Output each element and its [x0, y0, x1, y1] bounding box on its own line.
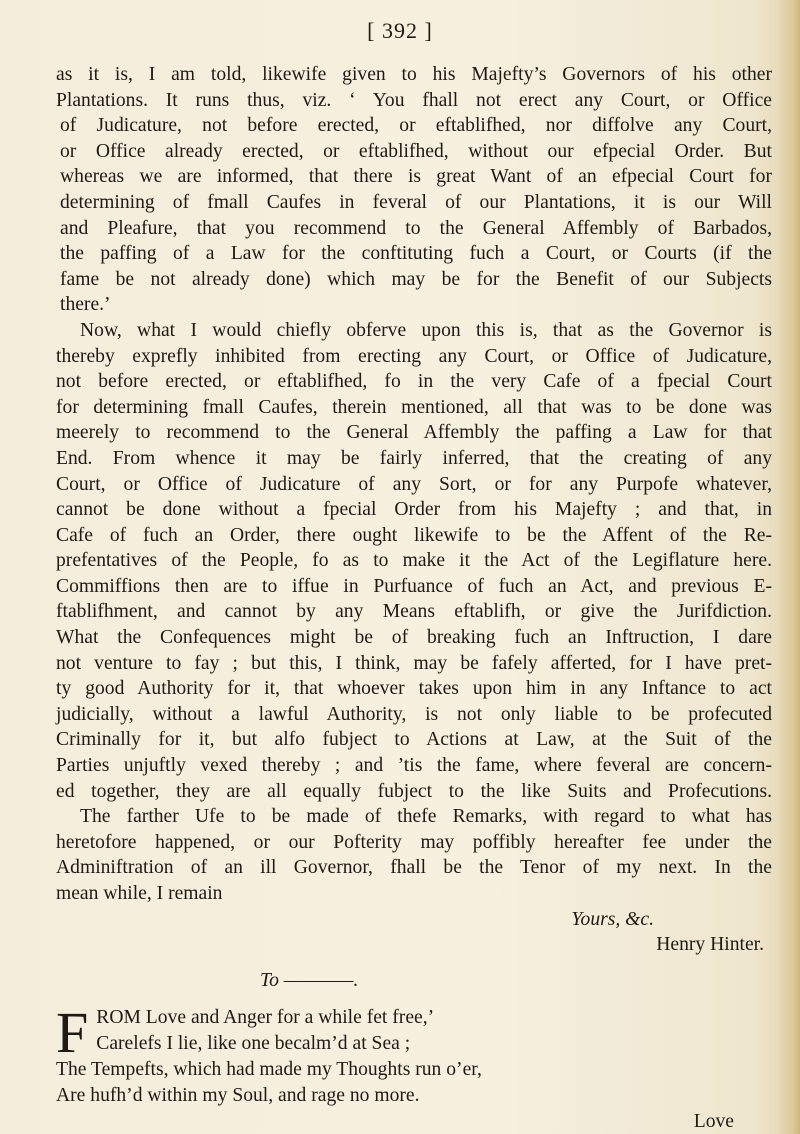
poem-line: Carelefs I lie, like one becalm’d at Sea ; — [96, 1032, 411, 1054]
page-number: [ 392 ] — [367, 18, 433, 43]
drop-cap: F — [56, 1000, 89, 1066]
address-heading: To ————. — [260, 969, 359, 991]
text-line: What the Confequences might be of breaking fuch an Inftruction, I dare — [56, 627, 772, 649]
text-line: not venture to fay ; but this, I think, may be fafely afferted, for I have pret- — [56, 652, 772, 674]
text-line: mean while, I remain — [56, 883, 223, 904]
text-line: Criminally for it, but alfo fubject to Actions at Law, at the Suit of the — [56, 729, 772, 751]
poem-line: ROM Love and Anger for a while fet free,’ — [96, 1007, 435, 1029]
poem — [56, 1000, 772, 1108]
text-line: The farther Ufe to be made of thefe Remarks, with regard to what has — [80, 806, 772, 828]
text-line: End. From whence it may be fairly inferred, that the creating of any — [56, 447, 772, 469]
poem-line: Are hufh’d within my Soul, and rage no more. — [56, 1084, 420, 1106]
text-line: prefentatives of the People, fo as to make it the Act of the Legiflature here. — [56, 550, 772, 572]
catchword: Love — [693, 1110, 734, 1132]
text-line: meerely to recommend to the General Affembly the paffing a Law for that — [56, 422, 772, 444]
text-line: Now, what I would chiefly obferve upon this is, that as the Governor is — [80, 319, 772, 341]
text-line: not before erected, or eftablifhed, fo in the very Cafe of a fpecial Court — [56, 371, 772, 393]
text-line: judicially, without a lawful Authority, is not only liable to be profecuted — [56, 703, 772, 725]
text-line: there.’ — [60, 294, 111, 316]
text-line: cannot be done without a fpecial Order from his Majefty ; and that, in — [56, 499, 772, 521]
text-line: as it is, I am told, likewife given to his Majefty’s Governors of his other — [56, 64, 772, 85]
page-edge-shading — [778, 0, 800, 1134]
text-line: Adminiftration of an ill Governor, fhall be the Tenor of my next. In the — [56, 857, 772, 879]
text-line: of Judicature, not before erected, or eftablifhed, nor diffolve any Court, — [60, 115, 772, 137]
text-line: for determining fmall Caufes, therein mentioned, all that was to be done was — [56, 396, 772, 418]
closing: Yours, &c. — [571, 908, 654, 930]
text-line: ty good Authority for it, that whoever takes upon him in any Inftance to act — [56, 678, 772, 700]
text-line: Parties unjuftly vexed thereby ; and ’tis the fame, where feveral are concern- — [56, 755, 772, 777]
text-line: ftablifhment, and cannot by any Means eftablifh, or give the Jurifdiction. — [56, 601, 772, 623]
text-line: the paffing of a Law for the conftituting fuch a Court, or Courts (if the — [60, 243, 772, 265]
text-line: determining of fmall Caufes in feveral of our Plantations, it is our Will — [60, 191, 772, 213]
text-line: and Pleafure, that you recommend to the General Affembly of Barbados, — [60, 217, 772, 239]
text-line: Cafe of fuch an Order, there ought likewife to be the Affent of the Re- — [56, 524, 772, 546]
body-text — [56, 62, 772, 1134]
text-line: or Office already erected, or eftablifhed, without our efpecial Order. But — [60, 140, 772, 162]
text-line: Plantations. It runs thus, viz. ‘ You fhall not erect any Court, or Office — [56, 89, 772, 111]
text-line: heretofore happened, or our Pofterity may poffibly hereafter fee under the — [56, 831, 772, 853]
text-line: whereas we are informed, that there is great Want of an efpecial Court for — [60, 166, 772, 188]
text-line: thereby exprefly inhibited from erecting any Court, or Office of Judicature, — [56, 345, 772, 367]
text-line: ed together, they are all equally fubject to the like Suits and Profecutions. — [56, 780, 772, 802]
text-line: Commiffions then are to iffue in Purfuance of fuch an Act, and previous E- — [56, 575, 772, 597]
poem-line: The Tempefts, which had made my Thoughts run o’er, — [56, 1059, 482, 1081]
text-line: fame be not already done) which may be for the Benefit of our Subjects — [60, 268, 772, 290]
signature: Henry Hinter. — [656, 934, 764, 956]
text-line: Court, or Office of Judicature of any Sort, or for any Purpofe whatever, — [56, 473, 772, 495]
